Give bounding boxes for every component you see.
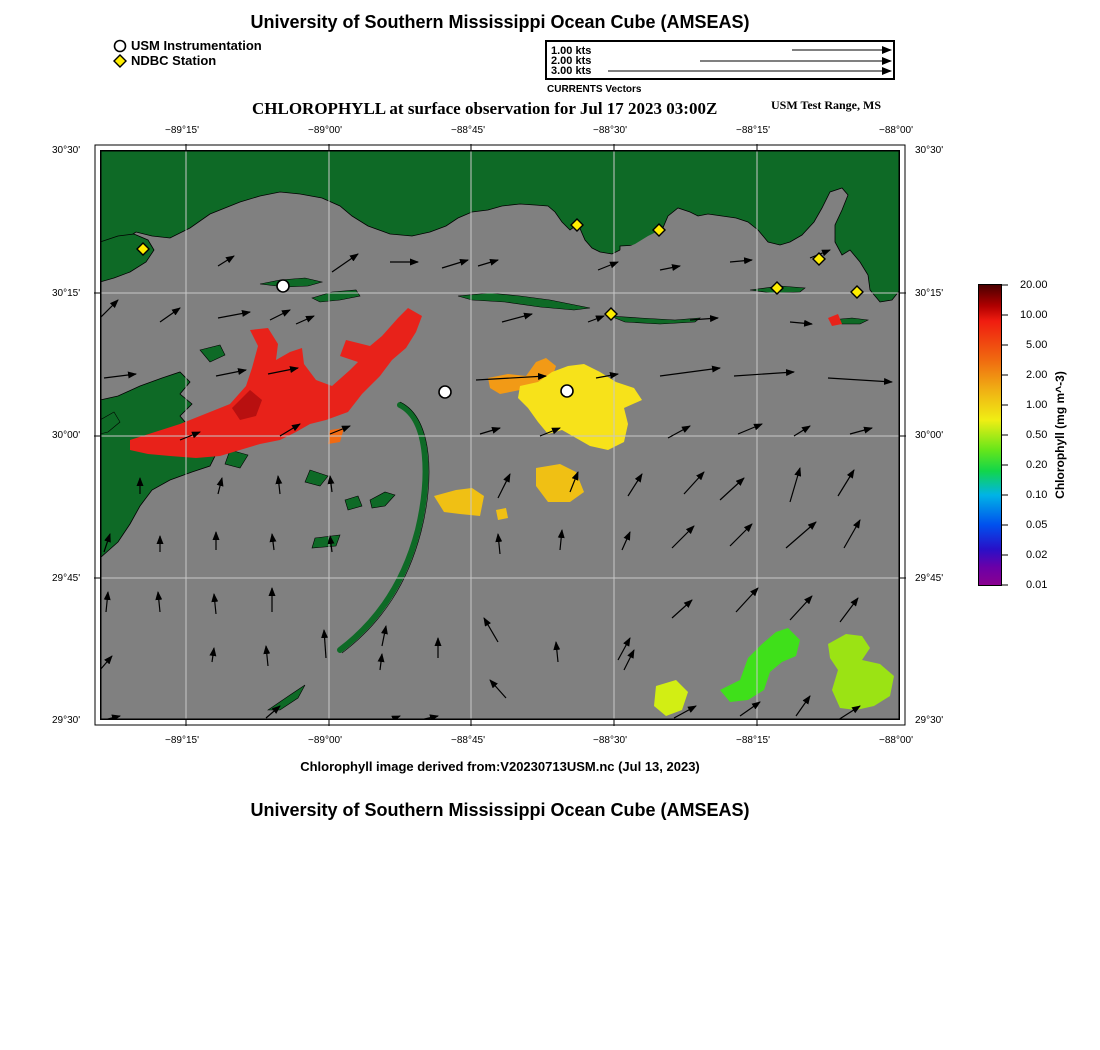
colorbar-label-3: 5.00 bbox=[1026, 339, 1048, 351]
colorbar-label-9: 0.05 bbox=[1026, 519, 1048, 531]
colorbar-label-10: 0.02 bbox=[1026, 549, 1048, 561]
vector-key-caption: CURRENTS Vectors bbox=[547, 84, 642, 95]
colorbar-label-7: 0.20 bbox=[1026, 459, 1048, 471]
y-tick-right-1: 30°30' bbox=[915, 145, 944, 156]
y-tick-right-5: 29°30' bbox=[915, 715, 944, 726]
vector-key-label-3: 3.00 kts bbox=[551, 65, 592, 77]
colorbar bbox=[978, 284, 1002, 586]
border-ticks bbox=[94, 144, 906, 726]
x-tick-bottom-6: −88°00' bbox=[879, 735, 913, 746]
legend-usm-instrumentation bbox=[113, 38, 262, 53]
colorbar-title: Chlorophyll (mg m^-3) bbox=[1053, 371, 1067, 499]
border-outer bbox=[95, 145, 905, 725]
x-tick-bottom-4: −88°30' bbox=[593, 735, 627, 746]
symbol-legend bbox=[113, 38, 262, 68]
x-tick-bottom-1: −89°15' bbox=[165, 735, 199, 746]
colorbar-label-8: 0.10 bbox=[1026, 489, 1048, 501]
region-label: USM Test Range, MS bbox=[771, 98, 882, 112]
legend-ndbc-station bbox=[113, 53, 262, 68]
colorbar-label-2: 10.00 bbox=[1020, 309, 1048, 321]
colorbar-label-5: 1.00 bbox=[1026, 399, 1048, 411]
image-source-caption: Chlorophyll image derived from:V20230713USM.nc (Jul 13, 2023) bbox=[300, 759, 700, 774]
footer-title: University of Southern Mississippi Ocean Cube (AMSEAS) bbox=[250, 800, 750, 820]
colorbar-ticks bbox=[1002, 284, 1012, 588]
vector-key-label-1: 1.00 kts bbox=[551, 45, 592, 57]
x-tick-top-5: −88°15' bbox=[736, 125, 770, 136]
y-tick-left-4: 29°45' bbox=[52, 573, 81, 584]
x-tick-top-3: −88°45' bbox=[451, 125, 485, 136]
colorbar-label-4: 2.00 bbox=[1026, 369, 1048, 381]
vector-key-label-2: 2.00 kts bbox=[551, 55, 592, 67]
vector-key-arrows bbox=[547, 42, 893, 78]
y-tick-right-3: 30°00' bbox=[915, 430, 944, 441]
x-tick-bottom-2: −89°00' bbox=[308, 735, 342, 746]
x-tick-top-6: −88°00' bbox=[879, 125, 913, 136]
page-title: University of Southern Mississippi Ocean Cube (AMSEAS) bbox=[250, 12, 750, 32]
x-tick-top-2: −89°00' bbox=[308, 125, 342, 136]
colorbar-label-6: 0.50 bbox=[1026, 429, 1048, 441]
x-tick-top-1: −89°15' bbox=[165, 125, 199, 136]
y-tick-right-2: 30°15' bbox=[915, 288, 944, 299]
legend-ndbc-label: NDBC Station bbox=[131, 53, 217, 68]
usm-instrument-icon bbox=[113, 39, 127, 53]
x-tick-top-4: −88°30' bbox=[593, 125, 627, 136]
y-tick-left-2: 30°15' bbox=[52, 288, 81, 299]
x-tick-bottom-3: −88°45' bbox=[451, 735, 485, 746]
map-border bbox=[94, 144, 906, 726]
colorbar-gradient bbox=[978, 284, 1002, 586]
legend-usm-label: USM Instrumentation bbox=[131, 38, 262, 53]
y-tick-left-1: 30°30' bbox=[52, 145, 81, 156]
vector-key-box bbox=[545, 40, 895, 80]
colorbar-label-1: 20.00 bbox=[1020, 279, 1048, 291]
map-subtitle: CHLOROPHYLL at surface observation for Jul 17 2023 03:00Z bbox=[252, 99, 718, 118]
x-tick-bottom-5: −88°15' bbox=[736, 735, 770, 746]
ndbc-station-icon bbox=[113, 54, 127, 68]
y-tick-left-3: 30°00' bbox=[52, 430, 81, 441]
colorbar-label-11: 0.01 bbox=[1026, 579, 1048, 591]
y-tick-left-5: 29°30' bbox=[52, 715, 81, 726]
y-tick-right-4: 29°45' bbox=[915, 573, 944, 584]
